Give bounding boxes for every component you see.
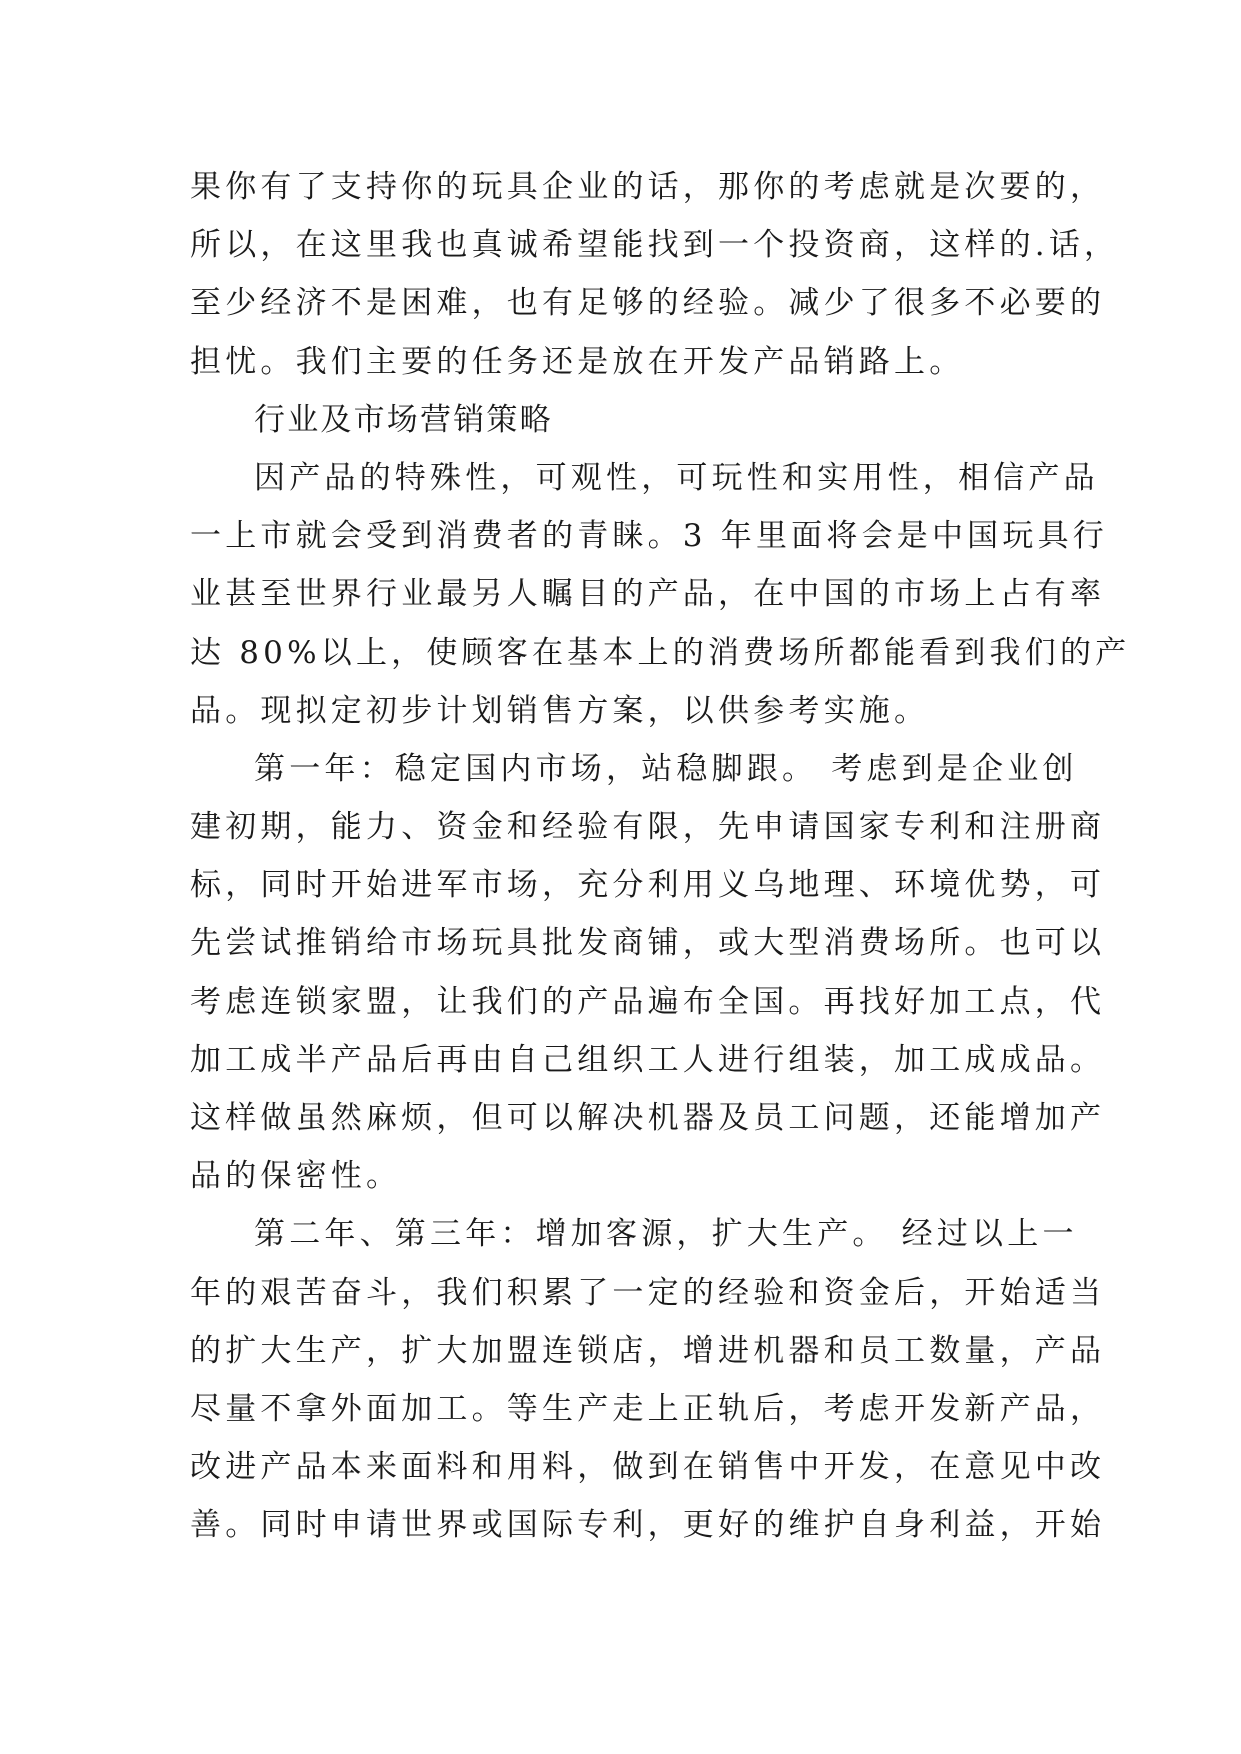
text-line: 年的艰苦奋斗，我们积累了一定的经验和资金后，开始适当 [190, 1274, 1106, 1311]
text-line: 先尝试推销给市场玩具批发商铺，或大型消费场所。也可以 [190, 925, 1106, 962]
body-text [190, 158, 1131, 1555]
text-line: 改进产品本来面料和用料，做到在销售中开发，在意见中改 [190, 1449, 1106, 1486]
text-line: 善。同时申请世界或国际专利，更好的维护自身利益，开始 [190, 1507, 1106, 1544]
text-line: 担忧。我们主要的任务还是放在开发产品销路上。 [190, 343, 965, 380]
text-line: 业甚至世界行业最另人瞩目的产品，在中国的市场上占有率 [190, 576, 1106, 613]
text-line: 加工成半产品后再由自己组织工人进行组装，加工成成品。 [190, 1041, 1106, 1078]
text-line: 品。现拟定初步计划销售方案，以供参考实施。 [190, 692, 930, 729]
paragraph-first-line: 第二年、第三年：增加客源，扩大生产。 经过以上一 [254, 1216, 1078, 1253]
text-line: 的扩大生产，扩大加盟连锁店，增进机器和员工数量，产品 [190, 1332, 1106, 1369]
paragraph-first-line: 第一年：稳定国内市场，站稳脚跟。 考虑到是企业创 [254, 750, 1078, 787]
text-line: 考虑连锁家盟，让我们的产品遍布全国。再找好加工点，代 [190, 983, 1106, 1020]
paragraph-first-line: 因产品的特殊性，可观性，可玩性和实用性，相信产品 [254, 459, 1099, 496]
text-line: 达 80%以上，使顾客在基本上的消费场所都能看到我们的产 [190, 634, 1131, 671]
text-line: 这样做虽然麻烦，但可以解决机器及员工问题，还能增加产 [190, 1100, 1106, 1136]
text-line: 至少经济不是困难，也有足够的经验。减少了很多不必要的 [190, 285, 1106, 322]
text-line: 建初期，能力、资金和经验有限，先申请国家专利和注册商 [190, 809, 1106, 846]
text-line: 尽量不拿外面加工。等生产走上正轨后，考虑开发新产品， [190, 1390, 1106, 1427]
text-line: 品的保密性。 [190, 1158, 402, 1195]
text-line: 果你有了支持你的玩具企业的话，那你的考虑就是次要的， [190, 169, 1106, 205]
text-line: 标，同时开始进军市场，充分利用义乌地理、环境优势，可 [190, 867, 1106, 904]
text-line: 所以，在这里我也真诚希望能找到一个投资商，这样的.话， [190, 227, 1120, 264]
section-heading: 行业及市场营销策略 [254, 401, 553, 438]
text-line: 一上市就会受到消费者的青睐。3 年里面将会是中国玩具行 [190, 518, 1108, 555]
